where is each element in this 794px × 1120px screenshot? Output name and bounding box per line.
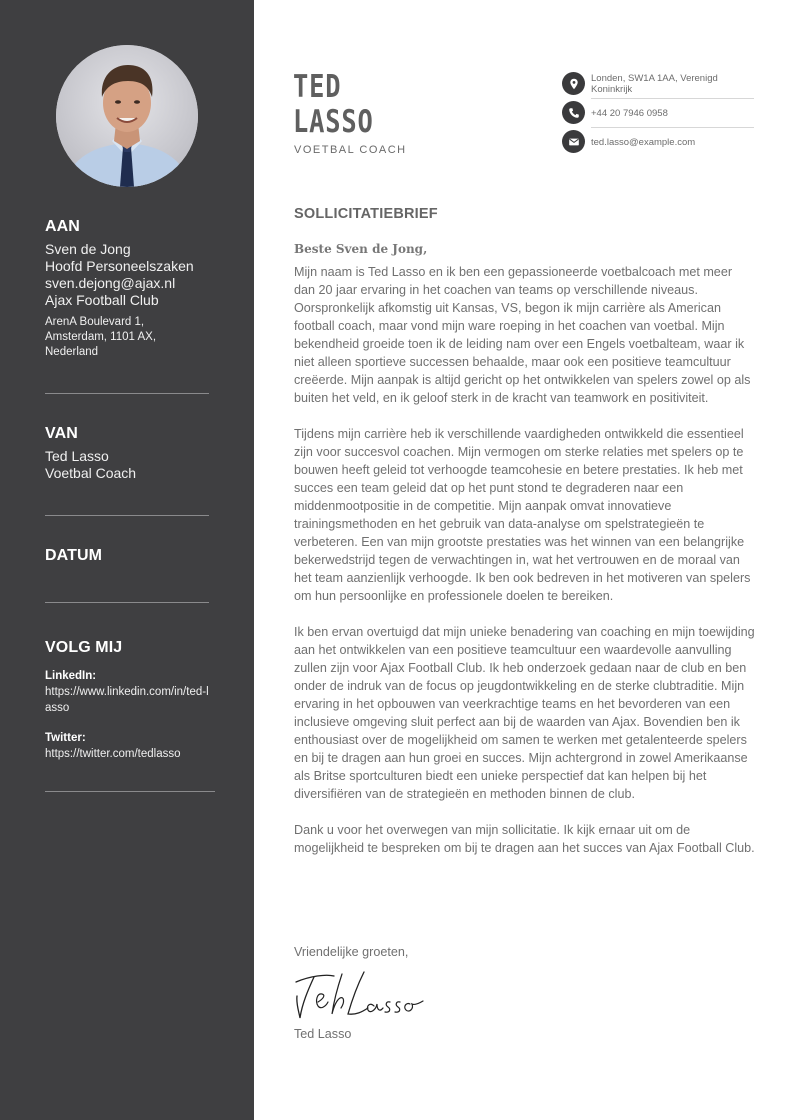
letter-paragraph: Mijn naam is Ted Lasso en ik ben een gepassioneerde voetbalcoach met meer dan 20 jaar ervaring in het coachen van teams op verschillende niveaus. Oorspronkelijk afkomstig uit Kansas, VS, begon ik mijn carrière als American football coach, maar vond mijn ware roeping in het coachen van voetbal. Mijn bekendheid groeide toen ik de leiding nam over een Engels voetbalteam, waar ik niet alleen sportieve successen behaalde, maar ook een positieve teamcultuur creëerde. Mijn aanpak is altijd gericht op het ontwikkelen van spelers zowel op als buiten het veld, en ik geloof sterk in de kracht van teamwork en positiviteit. [294, 265, 751, 405]
linkedin-link[interactable]: https://www.linkedin.com/in/ted-lasso [45, 686, 209, 714]
linkedin-label: LinkedIn: [45, 670, 97, 682]
handwritten-signature [290, 968, 430, 1024]
profile-photo [56, 45, 198, 187]
date-section [45, 547, 220, 570]
sender-section [45, 425, 220, 482]
twitter-label: Twitter: [45, 732, 86, 744]
recipient-name: Sven de Jong [45, 241, 131, 257]
sidebar-divider [45, 791, 215, 792]
follow-heading: VOLG MIJ [45, 639, 123, 656]
contact-address: Londen, SW1A 1AA, Verenigd Koninkrijk [591, 73, 718, 95]
contact-phone: +44 20 7946 0958 [591, 108, 668, 119]
letter-greeting: Beste Sven de Jong, [294, 242, 428, 256]
contact-email[interactable]: ted.lasso@example.com [591, 137, 696, 148]
contact-divider [591, 127, 754, 128]
sender-heading: VAN [45, 425, 78, 442]
contact-divider [591, 98, 754, 99]
email-icon [562, 130, 585, 153]
letter-title: SOLLICITATIEBRIEF [294, 206, 438, 222]
letter-closing: Vriendelijke groeten, [294, 945, 409, 959]
letter-paragraph: Ik ben ervan overtuigd dat mijn unieke benadering van coaching en mijn toewijding aan het ontwikkelen van een positieve teamcultuur een waardevolle aanvulling zullen zijn voor Ajax Football Club. Ik heb onderzoek gedaan naar de club en ben onder de indruk van de focus op jeugdontwikkeling en de sterke clubtraditie. Mijn ervaring in het opbouwen van veerkrachtige teams en het bevorderen van een inclusieve omgeving sluit perfect aan bij de waarden van Ajax. Bovendien ben ik enthousiast over de mogelijkheid om samen te werken met getalenteerde spelers en bij te dragen aan hun groei en succes. Mijn achtergrond in zowel Amerikaanse als Britse sportculturen biedt een unieke perspectief dat kan helpen bij het diversifiëren van de strategieën en methoden binnen de club. [294, 625, 755, 801]
sender-title: Voetbal Coach [45, 465, 137, 481]
sender-name: Ted Lasso [45, 448, 109, 464]
letter-paragraph: Tijdens mijn carrière heb ik verschillende vaardigheden ontwikkeld die essentieel zijn voor succesvol coachen. Mijn vermogen om sterke relaties met spelers op te bouwen heeft geleid tot verhoogde teamcohesie en betere prestaties. Ik heb met succes een team geleid dat op het punt stond te degraderen naar een middenmootpositie in de competitie. Mijn aanpak omvat innovatieve trainingsmethoden en het gebruik van data-analyse om spelstrategieën te verbeteren. Een van mijn grootste prestaties was het winnen van een belangrijke bekerwedstrijd tegen de verwachtingen in, wat het vertrouwen en de moraal van het team aanzienlijk verhoogde. Ik ben ook bedreven in het motiveren van spelers om hun persoonlijke en professionele doelen te bereiken. [294, 427, 751, 603]
portrait-illustration [56, 45, 198, 187]
applicant-role: VOETBAL COACH [294, 144, 407, 156]
twitter-link[interactable]: https://twitter.com/tedlasso [45, 748, 181, 760]
follow-section [45, 639, 210, 762]
sidebar-divider [45, 602, 209, 603]
location-icon [562, 72, 585, 95]
applicant-name [293, 70, 374, 140]
letter-body [294, 263, 756, 857]
applicant-last-name: LASSO [293, 104, 374, 140]
contact-list [562, 72, 754, 172]
date-heading: DATUM [45, 547, 103, 564]
recipient-title: Hoofd Personeelszaken [45, 258, 194, 274]
sidebar [0, 0, 254, 1120]
recipient-heading: AAN [45, 218, 80, 235]
phone-icon [562, 101, 585, 124]
applicant-first-name: TED [293, 69, 342, 105]
signed-name: Ted Lasso [294, 1027, 352, 1041]
recipient-section [45, 218, 220, 360]
sidebar-divider [45, 393, 209, 394]
recipient-address: ArenA Boulevard 1, Amsterdam, 1101 AX, Nederland [45, 316, 157, 358]
letter-paragraph: Dank u voor het overwegen van mijn sollicitatie. Ik kijk ernaar uit om de mogelijkheid te bespreken om bij te dragen aan het succes van Ajax Football Club. [294, 823, 755, 855]
recipient-email: sven.dejong@ajax.nl [45, 275, 176, 291]
recipient-company: Ajax Football Club [45, 292, 159, 308]
sidebar-divider [45, 515, 209, 516]
